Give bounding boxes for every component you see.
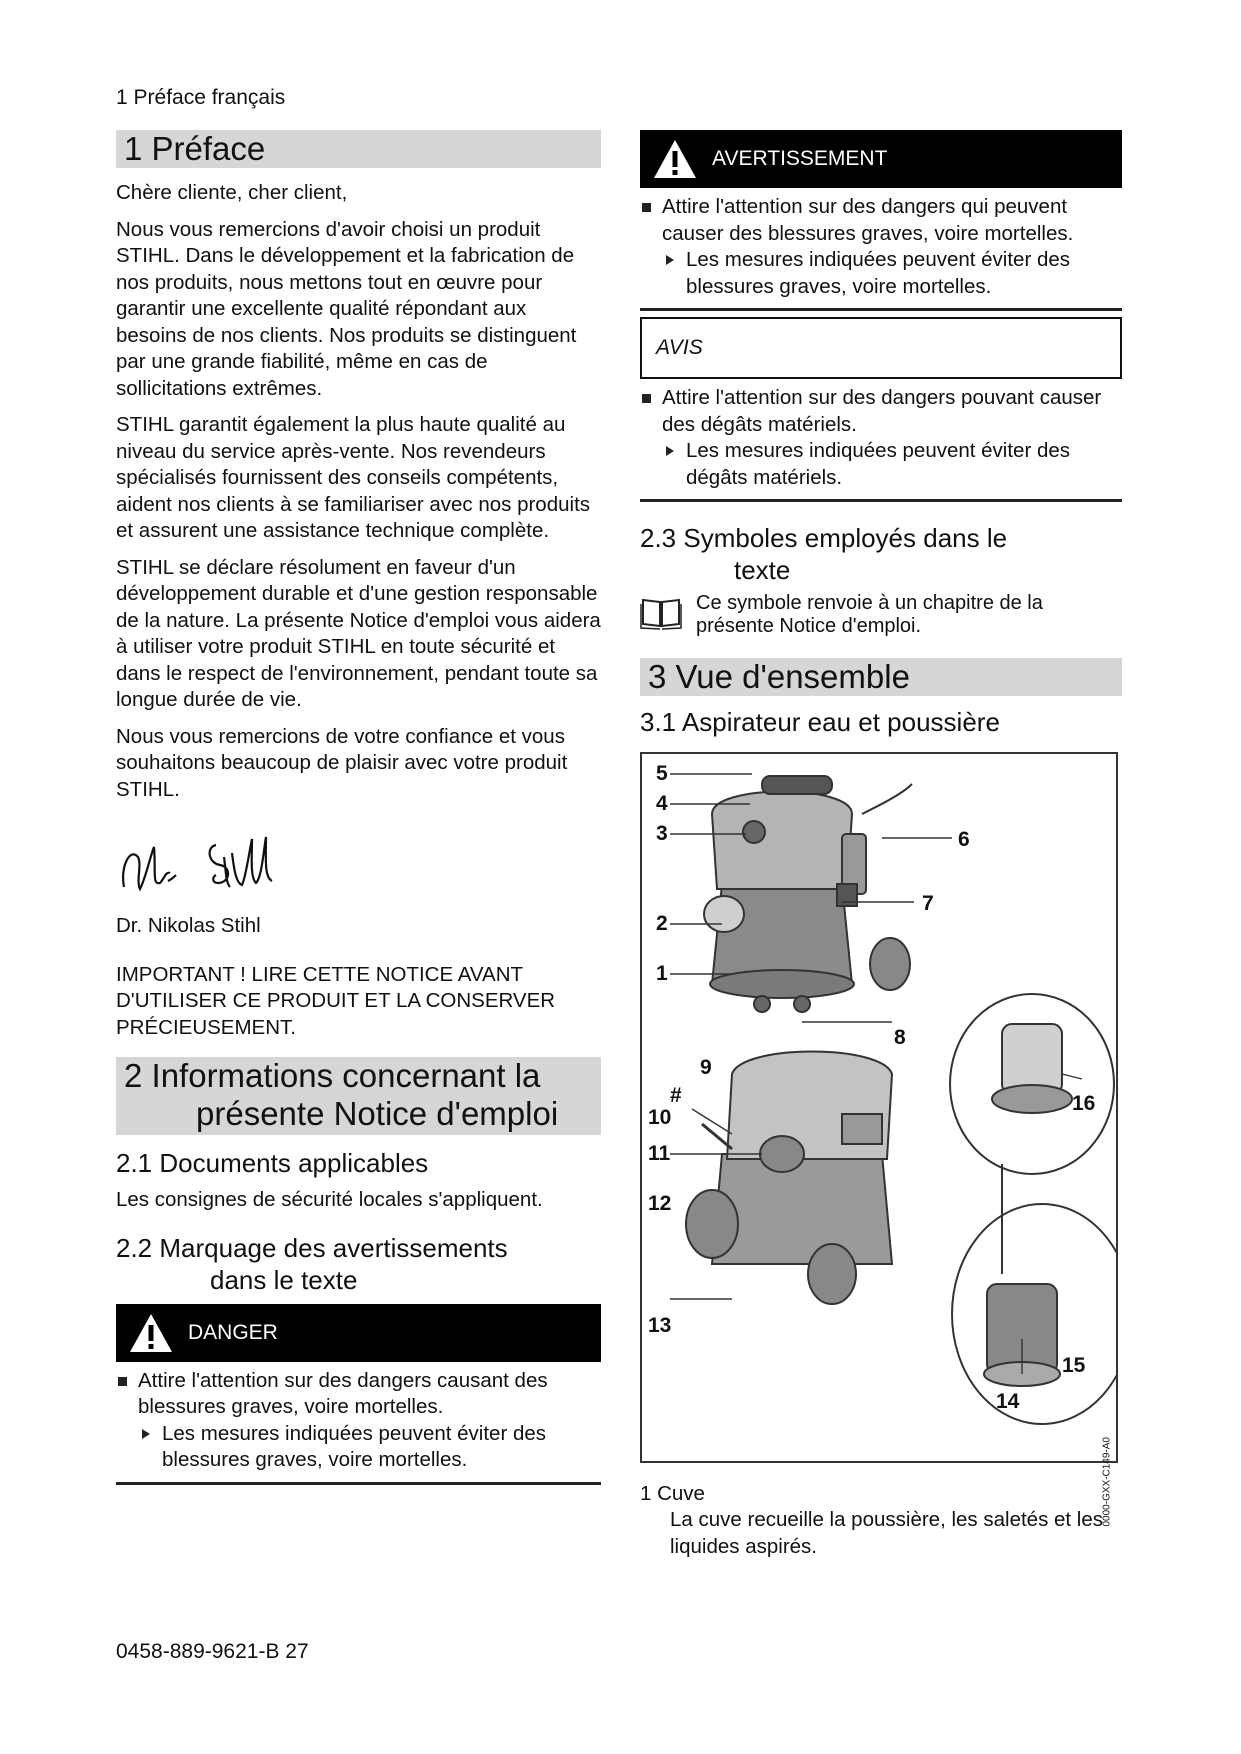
preface-paragraph-2: STIHL garantit également la plus haute qualité au niveau du service après-vente. Nos revendeurs spécialisés fournissent des conseils compétents, aident nos clients à se familiariser avec nos produits et assurent une assistance technique complète. xyxy=(116,413,591,542)
section-2-2-heading xyxy=(116,1232,601,1296)
arrow-right-icon xyxy=(666,255,674,265)
vacuum-illustration xyxy=(642,754,1116,1461)
section-2-heading-line2: présente Notice d'emploi xyxy=(196,1095,559,1132)
preface-paragraph-1: Nous vous remercions d'avoir choisi un produit STIHL. Dans le développement et la fabrication de nos produits, nous mettons tout en œuvre pour garantir une excellente qualité répondant aux besoins de nos clients. Nos produits se distinguent par une grande fiabilité, même en cas de sollicitations extrêmes. xyxy=(116,217,577,400)
danger-bullet: Attire l'attention sur des dangers causant des blessures graves, voire mortelles. xyxy=(116,1368,601,1421)
callout-5: 5 xyxy=(656,762,668,785)
figure-code: 0000-GXX-C149-A0 xyxy=(1101,1437,1112,1527)
section-2-1-heading: 2.1 Documents applicables xyxy=(116,1148,429,1178)
callout-16: 16 xyxy=(1072,1092,1096,1115)
book-symbol-row xyxy=(640,592,1122,638)
preface-paragraph-4: Nous vous remercions de votre confiance et vous souhaitons beaucoup de plaisir avec votre produit STIHL. xyxy=(116,724,568,801)
callout-14: 14 xyxy=(996,1390,1020,1413)
section-2-3-text: Ce symbole renvoie à un chapitre de la présente Notice d'emploi. xyxy=(696,592,1043,637)
avis-label: AVIS xyxy=(656,336,703,359)
callout-13: 13 xyxy=(648,1314,672,1337)
section-3-heading: 3 Vue d'ensemble xyxy=(640,658,1122,696)
book-icon xyxy=(640,594,682,630)
page-footer: 0458-889-9621-B 27 xyxy=(116,1640,309,1663)
signer-name: Dr. Nikolas Stihl xyxy=(116,914,261,937)
avertissement-body xyxy=(640,188,1122,311)
avis-measure: Les mesures indiquées peuvent éviter des dégâts matériels. xyxy=(640,438,1122,491)
legend-item-1-title: 1 Cuve xyxy=(640,1482,705,1505)
signature xyxy=(116,817,601,907)
callout-7: 7 xyxy=(922,892,934,915)
avis-body xyxy=(640,379,1122,502)
callout-4: 4 xyxy=(656,792,668,815)
avertissement-bullet: Attire l'attention sur des dangers qui peuvent causer des blessures graves, voire mortelles. xyxy=(640,194,1122,247)
danger-body xyxy=(116,1362,601,1485)
callout-15: 15 xyxy=(1062,1354,1086,1377)
callout-hash: # xyxy=(670,1084,682,1107)
danger-label: DANGER xyxy=(188,1320,278,1344)
avis-notice xyxy=(640,317,1122,502)
danger-measure: Les mesures indiquées peuvent éviter des blessures graves, voire mortelles. xyxy=(116,1421,601,1474)
warning-triangle-icon xyxy=(128,1312,174,1354)
avertissement-measure: Les mesures indiquées peuvent éviter des blessures graves, voire mortelles. xyxy=(640,247,1122,300)
preface-heading: 1 Préface xyxy=(116,130,601,168)
arrow-right-icon xyxy=(142,1429,150,1439)
callout-2: 2 xyxy=(656,912,668,935)
running-head: 1 Préface français xyxy=(116,86,286,109)
section-2-1-text: Les consignes de sécurité locales s'appliquent. xyxy=(116,1188,543,1211)
avertissement-label: AVERTISSEMENT xyxy=(712,147,888,170)
callout-11: 11 xyxy=(648,1142,671,1165)
callout-12: 12 xyxy=(648,1192,672,1215)
section-2-2-heading-line2: dans le texte xyxy=(210,1264,358,1295)
section-2-2-heading-line1: 2.2 Marquage des avertissements xyxy=(116,1232,508,1263)
section-2-heading xyxy=(116,1057,601,1135)
bullet-square-icon xyxy=(642,394,651,403)
callout-6: 6 xyxy=(958,828,970,851)
important-notice: IMPORTANT ! LIRE CETTE NOTICE AVANT D'UTILISER CE PRODUIT ET LA CONSERVER PRÉCIEUSEMENT. xyxy=(116,962,556,1039)
preface-paragraph-3: STIHL se déclare résolument en faveur d'un développement durable et d'une gestion responsable de la nature. La présente Notice d'emploi vous aidera à utiliser votre produit STIHL en toute sécurité et dans le respect de l'environnement, pendant toute sa longue durée de vie. xyxy=(116,555,601,711)
section-2-heading-line1: 2 Informations concernant la xyxy=(124,1057,541,1094)
warning-triangle-icon xyxy=(652,138,698,180)
greeting: Chère cliente, cher client, xyxy=(116,181,348,204)
callout-1: 1 xyxy=(656,962,668,985)
danger-notice xyxy=(116,1304,601,1485)
callout-3: 3 xyxy=(656,822,668,845)
callout-8: 8 xyxy=(894,1026,906,1049)
arrow-right-icon xyxy=(666,446,674,456)
callout-9: 9 xyxy=(700,1056,712,1079)
callout-10: 10 xyxy=(648,1106,672,1129)
left-column xyxy=(116,130,601,1485)
avis-bullet: Attire l'attention sur des dangers pouvant causer des dégâts matériels. xyxy=(640,385,1122,438)
section-2-3-heading-line2: texte xyxy=(734,555,791,585)
avertissement-header xyxy=(640,130,1122,188)
section-2-3-heading-line1: 2.3 Symboles employés dans le xyxy=(640,523,1008,553)
bullet-square-icon xyxy=(118,1377,127,1386)
bullet-square-icon xyxy=(642,203,651,212)
section-3-1-heading: 3.1 Aspirateur eau et poussière xyxy=(640,707,1000,737)
legend-item-1-text: La cuve recueille la poussière, les saletés et les liquides aspirés. xyxy=(670,1508,1104,1558)
avertissement-notice xyxy=(640,130,1122,311)
avis-header xyxy=(640,317,1122,379)
right-column xyxy=(640,130,1122,1560)
danger-header xyxy=(116,1304,601,1362)
section-2-3-heading xyxy=(640,522,1122,586)
